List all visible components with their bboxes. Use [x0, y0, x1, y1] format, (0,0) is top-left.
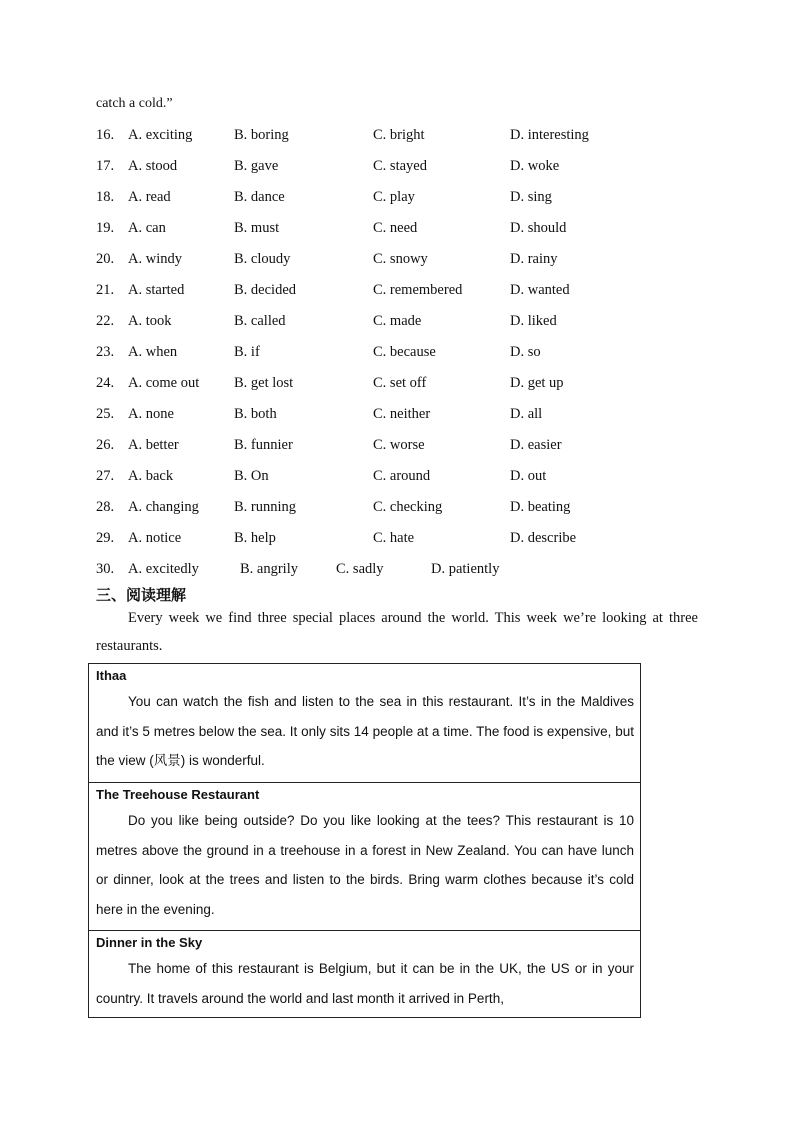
option-c: C. worse: [373, 437, 425, 453]
option-d: D. interesting: [510, 127, 589, 143]
option-b: B. decided: [234, 282, 297, 298]
option-a: A. stood: [128, 158, 178, 174]
option-a: A. back: [128, 468, 174, 484]
question-row: [96, 341, 716, 372]
restaurant-name: Dinner in the Sky: [96, 935, 203, 950]
option-a: A. read: [128, 189, 171, 205]
option-d: D. woke: [510, 158, 560, 174]
question-row: [96, 372, 716, 403]
question-row: [96, 279, 716, 310]
question-number: 29.: [96, 530, 115, 546]
restaurant-block: [89, 664, 640, 783]
restaurant-table: [88, 663, 641, 1018]
option-c: C. stayed: [373, 158, 427, 174]
question-number: 16.: [96, 127, 115, 143]
option-c: C. hate: [373, 530, 415, 546]
option-a: A. changing: [128, 499, 199, 515]
question-row: [96, 124, 716, 155]
question-row: [96, 248, 716, 279]
option-a: A. come out: [128, 375, 200, 391]
option-d: D. all: [510, 406, 543, 422]
restaurant-name: Ithaa: [96, 668, 127, 683]
option-d: D. easier: [510, 437, 562, 453]
option-a: A. when: [128, 344, 178, 360]
question-row: [96, 434, 716, 465]
option-b: B. angrily: [240, 561, 298, 577]
question-number: 21.: [96, 282, 115, 298]
question-number: 27.: [96, 468, 115, 484]
question-number: 24.: [96, 375, 115, 391]
option-c: C. because: [373, 344, 436, 360]
option-a: A. can: [128, 220, 166, 236]
option-a: A. better: [128, 437, 179, 453]
option-b: B. both: [234, 406, 277, 422]
question-number: 17.: [96, 158, 115, 174]
option-b: B. if: [234, 344, 260, 360]
option-b: B. running: [234, 499, 297, 515]
option-b: B. get lost: [234, 375, 294, 391]
question-number: 23.: [96, 344, 115, 360]
option-a: A. excitedly: [128, 561, 199, 577]
option-c: C. remembered: [373, 282, 463, 298]
question-number: 18.: [96, 189, 115, 205]
question-row: [96, 155, 716, 186]
restaurant-block: [89, 783, 640, 931]
option-c: C. around: [373, 468, 431, 484]
option-d: D. sing: [510, 189, 552, 205]
option-c: C. snowy: [373, 251, 428, 267]
option-c: C. checking: [373, 499, 443, 515]
section-heading: 三、阅读理解: [96, 586, 187, 604]
option-d: D. so: [510, 344, 541, 360]
restaurant-description: Do you like being outside? Do you like looking at the tees? This restaurant is 10 metres above the ground in a treehouse in a forest in New Zealand. You can have lunch or dinner, look at the trees and listen to the birds. Bring warm clothes because it’s cold here in the evening.: [96, 813, 634, 917]
option-c: C. need: [373, 220, 418, 236]
option-d: D. wanted: [510, 282, 570, 298]
question-row: [96, 527, 716, 558]
question-number: 28.: [96, 499, 115, 515]
question-number: 30.: [96, 561, 115, 577]
option-c: C. bright: [373, 127, 425, 143]
option-a: A. windy: [128, 251, 182, 267]
passage-ending-line: catch a cold.”: [96, 96, 173, 111]
option-a: A. notice: [128, 530, 182, 546]
option-b: B. help: [234, 530, 276, 546]
option-a: A. exciting: [128, 127, 193, 143]
option-a: A. none: [128, 406, 174, 422]
option-d: D. get up: [510, 375, 564, 391]
question-number: 19.: [96, 220, 115, 236]
option-d: D. describe: [510, 530, 577, 546]
option-a: A. took: [128, 313, 172, 329]
option-b: B. boring: [234, 127, 289, 143]
option-b: B. called: [234, 313, 286, 329]
option-d: D. beating: [510, 499, 571, 515]
question-number: 20.: [96, 251, 115, 267]
option-d: D. out: [510, 468, 547, 484]
question-number: 26.: [96, 437, 115, 453]
option-c: C. set off: [373, 375, 427, 391]
option-c: C. neither: [373, 406, 431, 422]
question-row: [96, 310, 716, 341]
question-number: 25.: [96, 406, 115, 422]
cloze-question-list: [96, 124, 716, 589]
option-a: A. started: [128, 282, 185, 298]
restaurant-description: The home of this restaurant is Belgium, but it can be in the UK, the US or in your country. It travels around the world and last month it arrived in Perth,: [96, 961, 634, 1006]
option-b: B. dance: [234, 189, 285, 205]
question-row: [96, 496, 716, 527]
question-row: [96, 465, 716, 496]
question-row: [96, 217, 716, 248]
option-b: B. On: [234, 468, 269, 484]
option-d: D. should: [510, 220, 567, 236]
question-number: 22.: [96, 313, 115, 329]
option-b: B. must: [234, 220, 280, 236]
option-d: D. patiently: [431, 561, 500, 577]
restaurant-block: [89, 931, 640, 1017]
question-row: [96, 558, 716, 589]
option-c: C. made: [373, 313, 422, 329]
option-d: D. rainy: [510, 251, 558, 267]
option-b: B. funnier: [234, 437, 293, 453]
reading-intro-paragraph: Every week we find three special places around the world. This week we’re looking at three restaurants.: [96, 610, 698, 654]
option-b: B. cloudy: [234, 251, 291, 267]
question-row: [96, 186, 716, 217]
question-row: [96, 403, 716, 434]
restaurant-description: You can watch the fish and listen to the sea in this restaurant. It’s in the Maldives and it’s 5 metres below the sea. It only sits 14 people at a time. The food is expensive, but the view (风景) is wonderful.: [96, 694, 634, 768]
option-b: B. gave: [234, 158, 279, 174]
option-c: C. play: [373, 189, 415, 205]
option-d: D. liked: [510, 313, 557, 329]
option-c: C. sadly: [336, 561, 384, 577]
restaurant-name: The Treehouse Restaurant: [96, 787, 260, 802]
